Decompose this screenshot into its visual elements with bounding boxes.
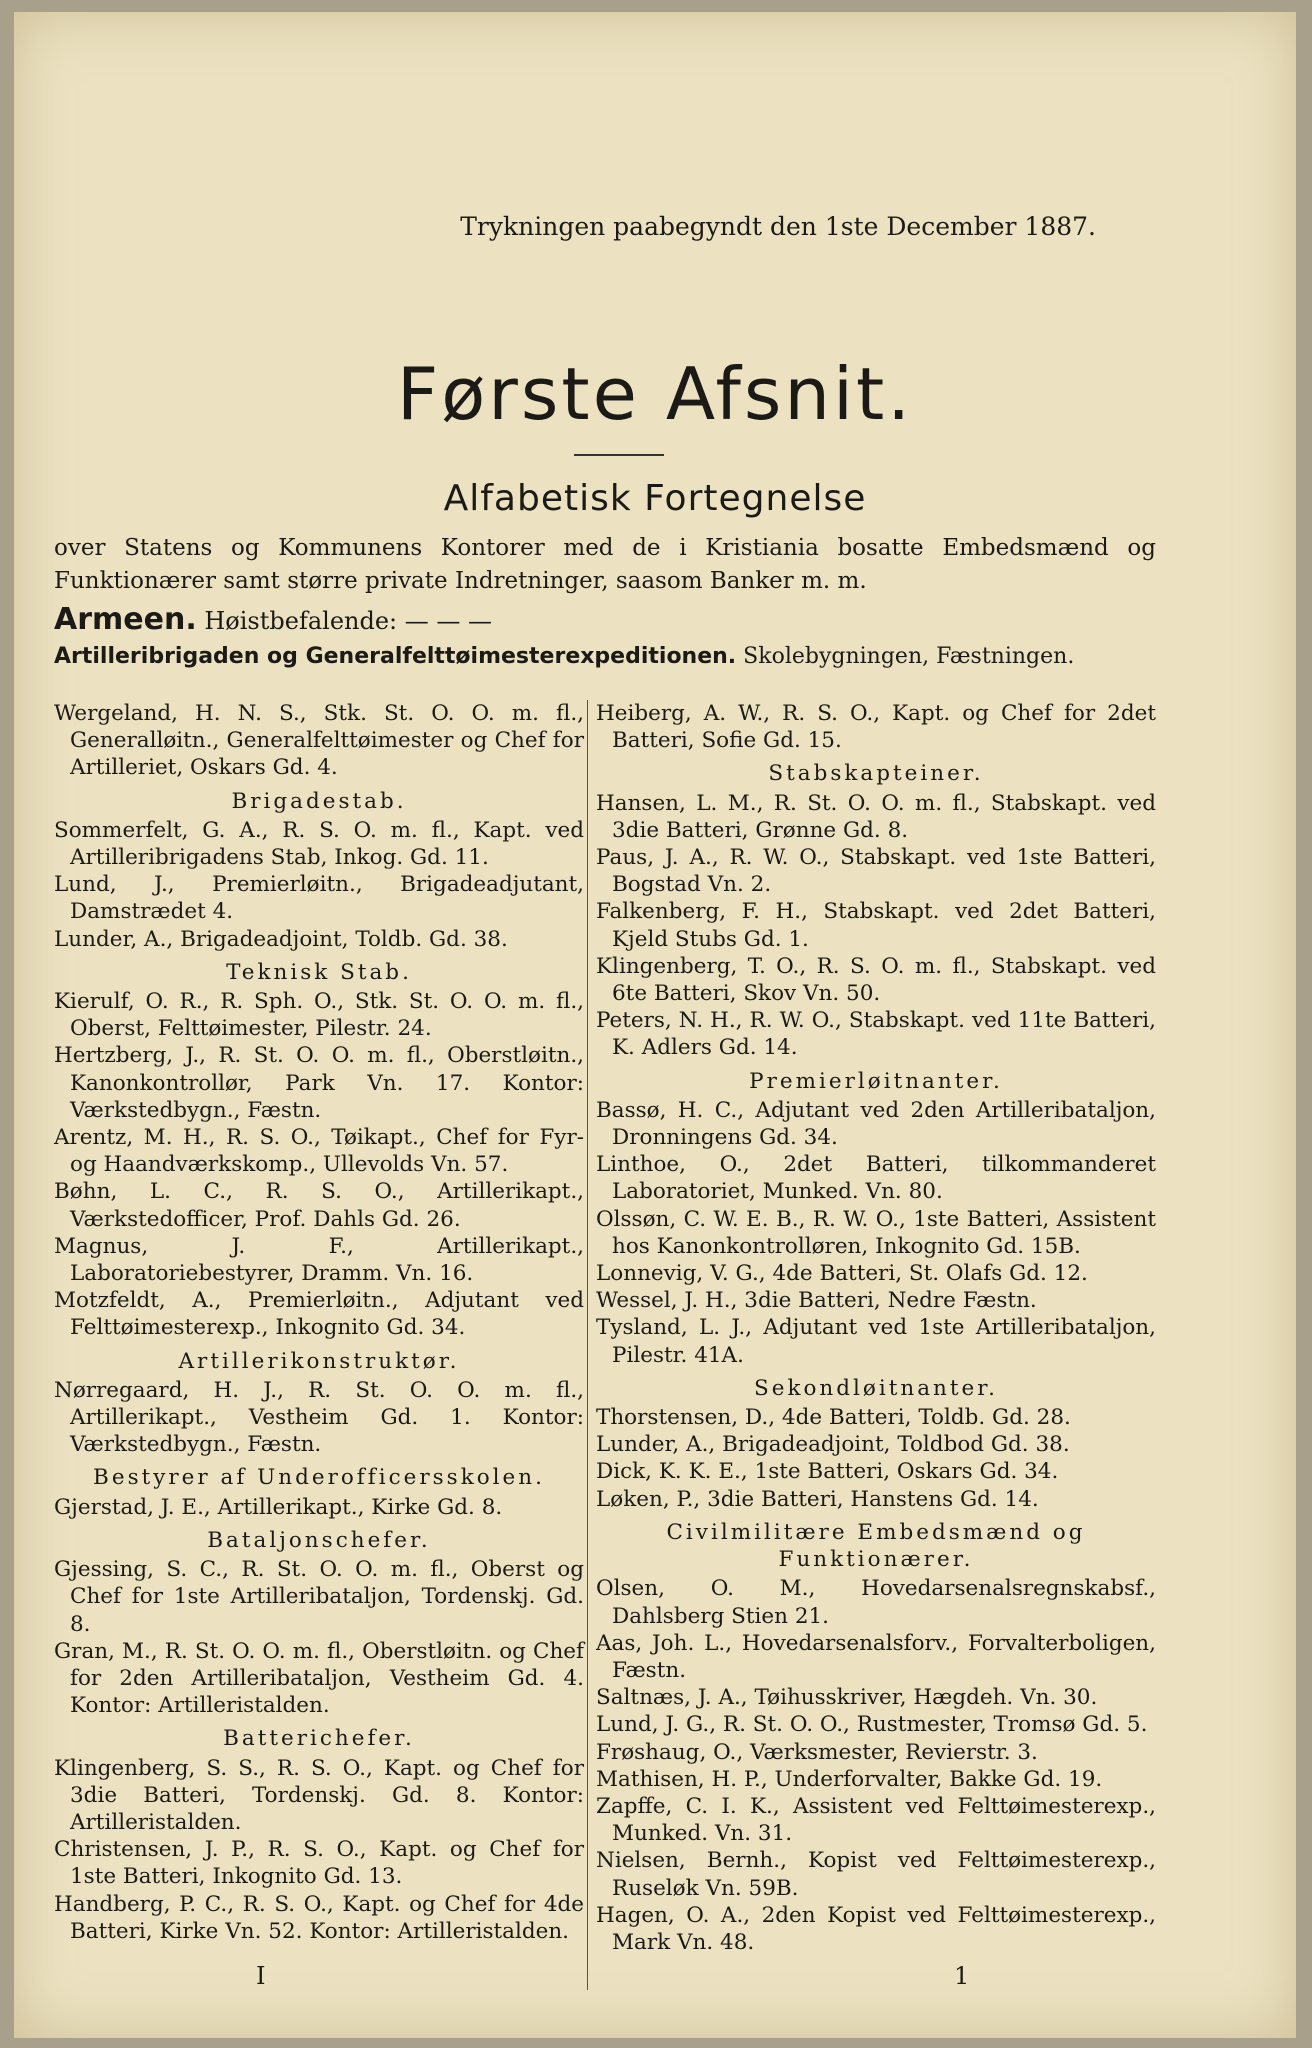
directory-entry: Lunder, A., Brigadeadjoint, Toldbod Gd. 38.	[596, 1432, 1070, 1458]
directory-entry: Hertzberg, J., R. St. O. O. m. fl., Oberstløitn., Kanonkontrollør, Park Vn. 17. Kontor: Værkstedbygn., Fæstn.	[54, 1043, 584, 1123]
armeen-line	[54, 602, 492, 637]
subtitle: Alfabetisk Fortegnelse	[443, 478, 867, 519]
left-column	[54, 700, 584, 1945]
section-heading: Teknisk Stab.	[226, 959, 412, 985]
section-title: Første Afsnit.	[396, 352, 914, 436]
directory-entry: Christensen, J. P., R. S. O., Kapt. og Chef for 1ste Batteri, Inkognito Gd. 13.	[54, 1837, 584, 1890]
directory-entry: Lund, J. G., R. St. O. O., Rustmester, Tromsø Gd. 5.	[596, 1712, 1148, 1738]
directory-entry: Wessel, J. H., 3die Batteri, Nedre Fæstn.	[596, 1288, 1037, 1314]
directory-entry: Gjessing, S. C., R. St. O. O. m. fl., Oberst og Chef for 1ste Artilleribataljon, Tordenskj. Gd. 8.	[54, 1557, 584, 1637]
section-heading: Batterichefer.	[223, 1726, 415, 1752]
directory-entry: Sommerfelt, G. A., R. S. O. m. fl., Kapt. ved Artilleribrigadens Stab, Inkog. Gd. 11.	[54, 817, 584, 871]
brigade-line	[54, 644, 1074, 669]
page-number-right: 1	[954, 1962, 970, 1990]
directory-entry: Handberg, P. C., R. S. O., Kapt. og Chef for 4de Batteri, Kirke Vn. 52. Kontor: Artilleristalden.	[54, 1891, 584, 1944]
directory-entry: Wergeland, H. N. S., Stk. St. O. O. m. fl., Generalløitn., Generalfelttøimester og Chef for Artilleriet, Oskars Gd. 4.	[54, 701, 584, 781]
directory-entry: Mathisen, H. P., Underforvalter, Bakke Gd. 19.	[596, 1766, 1103, 1792]
directory-entry: Arentz, M. H., R. S. O., Tøikapt., Chef for Fyr- og Haandværkskomp., Ullevolds Vn. 57.	[54, 1125, 584, 1178]
section-heading: Sekondløitnanter.	[754, 1375, 998, 1401]
page-number-left: I	[256, 1962, 266, 1990]
section-heading: Bestyrer af Underofficersskolen.	[93, 1465, 545, 1491]
brigade-heading: Artilleribrigaden og Generalfelttøimesterexpeditionen.	[54, 644, 737, 669]
directory-entry: Peters, N. H., R. W. O., Stabskapt. ved 11te Batteri, K. Adlers Gd. 14.	[596, 1008, 1156, 1061]
print-start-note: Trykningen paabegyndt den 1ste December 1887.	[460, 212, 1096, 241]
column-divider	[587, 700, 588, 1990]
directory-entry: Falkenberg, F. H., Stabskapt. ved 2det Batteri, Kjeld Stubs Gd. 1.	[596, 899, 1156, 952]
section-heading: Brigadestab.	[231, 788, 407, 814]
directory-entry: Motzfeldt, A., Premierløitn., Adjutant ved Felttøimesterexp., Inkognito Gd. 34.	[54, 1288, 584, 1341]
right-column	[596, 700, 1156, 1956]
directory-entry: Hansen, L. M., R. St. O. O. m. fl., Stabskapt. ved 3die Batteri, Grønne Gd. 8.	[596, 790, 1156, 843]
brigade-rest: Skolebygningen, Fæstningen.	[743, 644, 1075, 669]
directory-entry: Saltnæs, J. A., Tøihusskriver, Hægdeh. Vn. 30.	[596, 1685, 1098, 1711]
directory-entry: Aas, Joh. L., Hovedarsenalsforv., Forvalterboligen, Fæstn.	[596, 1630, 1156, 1683]
section-heading: Bataljonschefer.	[207, 1527, 431, 1553]
title-rule	[574, 454, 664, 456]
directory-entry: Heiberg, A. W., R. S. O., Kapt. og Chef for 2det Batteri, Sofie Gd. 15.	[596, 701, 1156, 754]
section-heading: Stabskapteiner.	[768, 761, 984, 787]
section-heading: Premierløitnanter.	[749, 1068, 1003, 1094]
section-heading: Civilmilitære Embedsmænd og Funktionærer.	[666, 1519, 1086, 1573]
directory-entry: Dick, K. K. E., 1ste Batteri, Oskars Gd. 34.	[596, 1459, 1059, 1485]
directory-entry: Lund, J., Premierløitn., Brigadeadjutant, Damstrædet 4.	[54, 872, 584, 925]
section-heading: Artillerikonstruktør.	[178, 1348, 460, 1374]
directory-entry: Kierulf, O. R., R. Sph. O., Stk. St. O. O. m. fl., Oberst, Felttøimester, Pilestr. 24.	[54, 989, 584, 1042]
directory-entry: Nielsen, Bernh., Kopist ved Felttøimesterexp., Ruseløk Vn. 59B.	[596, 1848, 1156, 1901]
directory-entry: Thorstensen, D., 4de Batteri, Toldb. Gd. 28.	[596, 1405, 1071, 1431]
directory-entry: Olsen, O. M., Hovedarsenalsregnskabsf., Dahlsberg Stien 21.	[596, 1576, 1156, 1629]
directory-entry: Gran, M., R. St. O. O. m. fl., Oberstløitn. og Chef for 2den Artilleribataljon, Vestheim Gd. 4. Kontor: Artilleristalden.	[54, 1638, 584, 1719]
directory-entry: Bassø, H. C., Adjutant ved 2den Artilleribataljon, Dronningens Gd. 34.	[596, 1097, 1156, 1151]
directory-entry: Løken, P., 3die Batteri, Hanstens Gd. 14.	[596, 1486, 1039, 1512]
directory-entry: Olssøn, C. W. E. B., R. W. O., 1ste Batteri, Assistent hos Kanonkontrolløren, Inkognito Gd. 15B.	[596, 1206, 1156, 1259]
directory-entry: Gjerstad, J. E., Artillerikapt., Kirke Gd. 8.	[54, 1494, 503, 1520]
description: over Statens og Kommunens Kontorer med de i Kristiania bosatte Embedsmænd og Funktionærer samt større private Indretninger, saasom Banker m. m.	[54, 535, 1156, 594]
directory-entry: Zapffe, C. I. K., Assistent ved Felttøimesterexp., Munked. Vn. 31.	[596, 1793, 1156, 1847]
document-page	[14, 12, 1296, 2038]
directory-entry: Klingenberg, S. S., R. S. O., Kapt. og Chef for 3die Batteri, Tordenskj. Gd. 8. Kontor: Artilleristalden.	[54, 1755, 584, 1835]
armeen-heading: Armeen.	[54, 602, 197, 637]
directory-entry: Lunder, A., Brigadeadjoint, Toldb. Gd. 38.	[54, 926, 508, 952]
directory-entry: Paus, J. A., R. W. O., Stabskapt. ved 1ste Batteri, Bogstad Vn. 2.	[596, 845, 1156, 898]
directory-entry: Nørregaard, H. J., R. St. O. O. m. fl., Artillerikapt., Vestheim Gd. 1. Kontor: Værkstedbygn., Fæstn.	[54, 1377, 584, 1458]
directory-entry: Klingenberg, T. O., R. S. O. m. fl., Stabskapt. ved 6te Batteri, Skov Vn. 50.	[596, 953, 1156, 1007]
directory-entry: Hagen, O. A., 2den Kopist ved Felttøimesterexp., Mark Vn. 48.	[596, 1902, 1156, 1955]
directory-entry: Lonnevig, V. G., 4de Batteri, St. Olafs Gd. 12.	[596, 1261, 1088, 1287]
armeen-rest: Høistbefalende: — — —	[204, 607, 493, 635]
directory-entry: Linthoe, O., 2det Batteri, tilkommanderet Laboratoriet, Munked. Vn. 80.	[596, 1152, 1156, 1205]
directory-entry: Bøhn, L. C., R. S. O., Artillerikapt., Værkstedofficer, Prof. Dahls Gd. 26.	[54, 1179, 584, 1232]
directory-entry: Frøshaug, O., Værksmester, Revierstr. 3.	[596, 1739, 1038, 1765]
directory-entry: Tysland, L. J., Adjutant ved 1ste Artilleribataljon, Pilestr. 41A.	[596, 1315, 1156, 1368]
directory-entry: Magnus, J. F., Artillerikapt., Laboratoriebestyrer, Dramm. Vn. 16.	[54, 1233, 584, 1287]
